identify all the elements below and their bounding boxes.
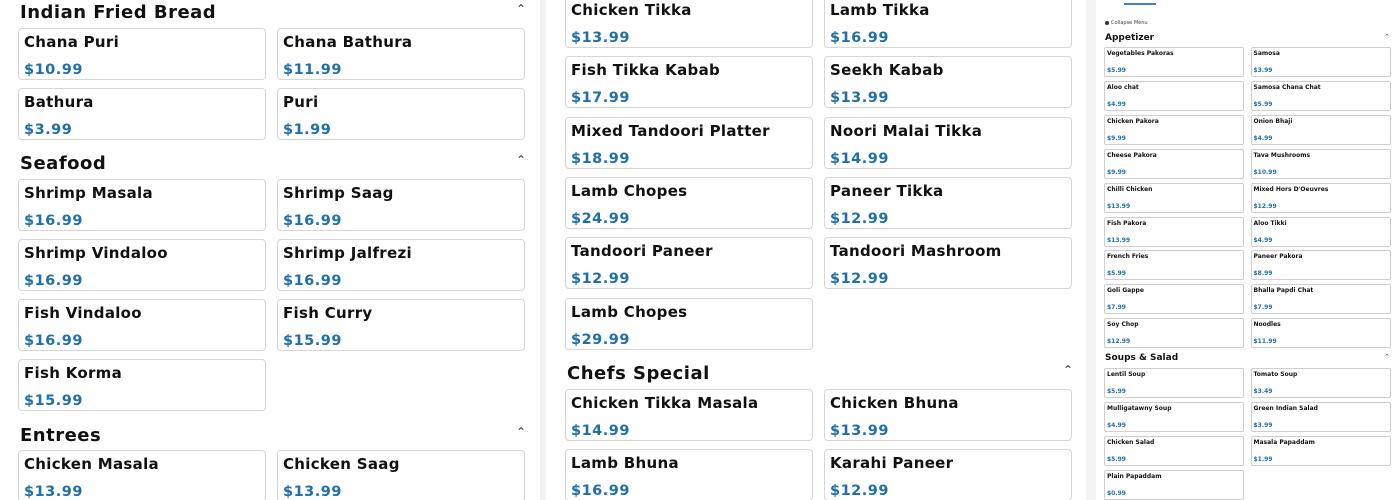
menu-item-card-seekh-kabab[interactable] (824, 56, 1072, 108)
chevron-up-icon[interactable]: ⌃ (516, 2, 527, 16)
active-tab-indicator (1124, 3, 1156, 5)
menu-item-card-chicken-tikka-masala[interactable] (565, 389, 813, 441)
menu-item-card-chana-bathura[interactable] (277, 28, 525, 80)
menu-item-name: Onion Bhaji (1253, 117, 1293, 125)
menu-item-card-noori-malai-tikka[interactable] (824, 117, 1072, 169)
menu-item-name: Chicken Pakora (1107, 117, 1159, 125)
chevron-up-icon[interactable]: ⌃ (516, 425, 527, 439)
menu-item-price: $13.99 (24, 484, 83, 500)
menu-item-name: Plain Papaddam (1107, 473, 1162, 480)
section-title-seafood: Seafood (20, 153, 107, 174)
menu-item-card-plain-papaddam[interactable] (1104, 470, 1244, 500)
menu-item-card-chicken-salad[interactable] (1104, 436, 1244, 466)
menu-item-name: Chana Bathura (283, 33, 413, 51)
menu-item-card-puri[interactable] (277, 88, 525, 140)
menu-item-card-aloo-tikki[interactable] (1251, 217, 1391, 247)
menu-item-price: $16.99 (283, 273, 342, 289)
menu-item-price: $16.99 (830, 30, 889, 46)
menu-item-price: $13.99 (1107, 202, 1131, 210)
menu-item-card-chana-puri[interactable] (18, 28, 266, 80)
menu-item-price: $12.99 (830, 271, 889, 288)
menu-item-price: $5.99 (1107, 67, 1126, 74)
menu-item-price: $9.99 (1107, 168, 1126, 176)
menu-item-price: $13.99 (830, 90, 889, 107)
menu-item-name: Fish Pakora (1107, 219, 1147, 227)
menu-item-price: $5.99 (1253, 100, 1273, 108)
menu-item-price: $9.99 (1107, 134, 1126, 142)
menu-item-name: Shrimp Saag (283, 184, 394, 202)
menu-item-card-samosa-chana-chat[interactable] (1251, 81, 1391, 111)
menu-item-name: Chicken Bhuna (830, 394, 959, 412)
menu-item-card-bathura[interactable] (18, 88, 266, 140)
menu-item-name: Chicken Masala (24, 455, 159, 473)
menu-item-card-aloo-chat[interactable] (1104, 81, 1244, 111)
menu-item-price: $16.99 (24, 273, 83, 289)
menu-item-card-lentil-soup[interactable] (1104, 368, 1244, 398)
menu-item-name: Tandoori Paneer (571, 242, 713, 261)
menu-item-name: Bathura (24, 93, 94, 111)
menu-item-price: $4.99 (1107, 422, 1126, 429)
section-title-chefs-special: Chefs Special (567, 363, 710, 384)
menu-item-card-tandoori-paneer[interactable] (565, 237, 813, 289)
menu-item-name: Samosa Chana Chat (1253, 83, 1321, 91)
menu-item-name: Chicken Saag (283, 455, 400, 473)
menu-item-price: $10.99 (24, 62, 83, 78)
menu-item-price: $16.99 (571, 483, 630, 499)
menu-item-card-noodles[interactable] (1251, 318, 1391, 348)
menu-item-card-lamb-bhuna[interactable] (565, 449, 813, 500)
menu-item-name: Chana Puri (24, 33, 120, 51)
section-title-indian-fried-bread: Indian Fried Bread (20, 2, 217, 23)
menu-panel-left (0, 0, 540, 500)
menu-item-name: Tava Mushrooms (1253, 151, 1311, 159)
panel-divider (1086, 0, 1096, 500)
menu-item-name: Samosa (1253, 50, 1280, 57)
menu-item-price: $15.99 (24, 393, 83, 409)
menu-item-price: $29.99 (571, 331, 630, 348)
section-title-entrees: Entrees (20, 425, 102, 446)
menu-item-name: Fish Korma (24, 364, 123, 382)
menu-item-name: Cheese Pakora (1107, 151, 1157, 159)
menu-item-name: Mixed Hors D'Oeuvres (1253, 185, 1329, 193)
menu-item-price: $14.99 (830, 150, 889, 167)
menu-item-name: Lamb Chopes (571, 181, 688, 200)
menu-item-name: Bhalla Papdi Chat (1253, 287, 1314, 295)
menu-item-card-shrimp-saag[interactable] (277, 179, 525, 231)
menu-item-price: $12.99 (1107, 338, 1131, 346)
menu-item-name: Fish Curry (283, 304, 373, 322)
menu-item-name: Lamb Chopes (571, 302, 688, 321)
menu-item-price: $24.99 (571, 210, 630, 227)
section-title-appetizer: Appetizer (1105, 33, 1155, 43)
menu-item-price: $14.99 (571, 423, 630, 439)
menu-item-name: Tandoori Mashroom (830, 242, 1002, 261)
menu-item-name: Aloo chat (1107, 83, 1139, 91)
menu-item-price: $17.99 (571, 90, 630, 107)
menu-item-price: $11.99 (1253, 338, 1277, 346)
menu-item-price: $12.99 (830, 210, 889, 227)
menu-item-card-cheese-pakora[interactable] (1104, 149, 1244, 179)
menu-item-price: $1.99 (1253, 456, 1273, 463)
menu-item-card-onion-bhaji[interactable] (1251, 115, 1391, 145)
menu-item-card-soy-chop[interactable] (1104, 318, 1244, 348)
menu-item-name: Lentil Soup (1107, 371, 1146, 378)
menu-item-card-paneer-pakora[interactable] (1251, 250, 1391, 280)
menu-item-card-mulligatawny-soup[interactable] (1104, 402, 1244, 432)
menu-item-price: $4.99 (1253, 134, 1273, 142)
menu-item-price: $12.99 (571, 271, 630, 288)
menu-panel-right (1096, 0, 1400, 500)
menu-item-card-samosa[interactable] (1251, 47, 1391, 77)
menu-item-name: Noodles (1253, 321, 1281, 329)
menu-item-name: Green Indian Salad (1253, 405, 1318, 412)
menu-item-price: $11.99 (283, 62, 342, 78)
menu-item-card-fish-tikka-kabab[interactable] (565, 56, 813, 108)
menu-item-name: Vegetables Pakoras (1107, 50, 1174, 57)
menu-item-name: Noori Malai Tikka (830, 121, 983, 140)
collapse-menu-toggle[interactable] (1105, 20, 1148, 26)
menu-item-price: $4.99 (1107, 100, 1126, 108)
menu-item-card-lamb-chopes[interactable] (565, 177, 813, 229)
menu-item-card-bhalla-papdi-chat[interactable] (1251, 284, 1391, 314)
menu-item-price: $3.99 (1253, 422, 1273, 429)
menu-item-card-chicken-bhuna[interactable] (824, 389, 1072, 441)
menu-item-name: Mixed Tandoori Platter (571, 121, 770, 140)
menu-item-card-green-indian-salad[interactable] (1251, 402, 1391, 432)
menu-item-card-lamb-tikka[interactable] (824, 0, 1072, 48)
chevron-up-icon[interactable]: ⌃ (1384, 353, 1390, 361)
menu-item-card-paneer-tikka[interactable] (824, 177, 1072, 229)
collapse-menu-label: Collapse Menu (1111, 20, 1148, 26)
menu-item-name: Seekh Kabab (830, 61, 944, 80)
menu-item-name: Aloo Tikki (1253, 219, 1287, 227)
menu-item-card-fish-vindaloo[interactable] (18, 299, 266, 351)
menu-item-name: Chicken Tikka Masala (571, 394, 759, 412)
section-title-soups-salad: Soups & Salad (1105, 353, 1179, 363)
menu-item-name: Shrimp Vindaloo (24, 244, 168, 262)
menu-item-price: $8.99 (1253, 270, 1273, 278)
menu-item-card-tava-mushrooms[interactable] (1251, 149, 1391, 179)
menu-item-card-lamb-chopes[interactable] (565, 298, 813, 350)
menu-item-price: $1.99 (283, 122, 332, 138)
menu-item-card-fish-korma[interactable] (18, 359, 266, 411)
menu-item-price: $13.99 (283, 484, 342, 500)
menu-item-price: $16.99 (24, 333, 83, 349)
menu-item-name: Goli Gappe (1107, 287, 1144, 295)
menu-item-name: Karahi Paneer (830, 454, 954, 472)
menu-item-name: Fish Tikka Kabab (571, 61, 721, 80)
menu-item-price: $16.99 (24, 213, 83, 229)
menu-item-name: Chicken Tikka (571, 1, 692, 19)
chevron-up-icon[interactable]: ⌃ (1063, 363, 1074, 377)
menu-item-name: Shrimp Masala (24, 184, 153, 202)
menu-item-price: $3.99 (1253, 67, 1273, 74)
menu-item-card-karahi-paneer[interactable] (824, 449, 1072, 500)
menu-item-name: Masala Papaddam (1253, 439, 1315, 446)
menu-item-price: $5.99 (1107, 388, 1126, 395)
menu-item-card-chilli-chicken[interactable] (1104, 183, 1244, 213)
menu-item-card-tomato-soup[interactable] (1251, 368, 1391, 398)
menu-item-card-shrimp-vindaloo[interactable] (18, 239, 266, 291)
menu-item-name: Fish Vindaloo (24, 304, 142, 322)
chevron-up-icon[interactable]: ⌃ (1384, 33, 1390, 41)
menu-item-card-fish-pakora[interactable] (1104, 217, 1244, 247)
menu-item-price: $12.99 (830, 483, 889, 499)
menu-item-card-fish-curry[interactable] (277, 299, 525, 351)
menu-item-price: $13.99 (830, 423, 889, 439)
menu-item-card-chicken-pakora[interactable] (1104, 115, 1244, 145)
menu-item-price: $15.99 (283, 333, 342, 349)
menu-item-card-chicken-tikka[interactable] (565, 0, 813, 48)
menu-item-price: $16.99 (283, 213, 342, 229)
menu-item-card-shrimp-jalfrezi[interactable] (277, 239, 525, 291)
menu-item-name: Paneer Tikka (830, 181, 944, 200)
menu-item-name: Puri (283, 93, 319, 111)
menu-item-card-chicken-masala[interactable] (18, 450, 266, 500)
menu-item-name: Chicken Salad (1107, 439, 1155, 446)
menu-item-name: Paneer Pakora (1253, 253, 1303, 261)
menu-item-price: $7.99 (1107, 304, 1126, 312)
menu-item-card-mixed-hors-d-oeuvres[interactable] (1251, 183, 1391, 213)
menu-item-card-vegetables-pakoras[interactable] (1104, 47, 1244, 77)
menu-panel-middle (546, 0, 1086, 500)
menu-item-card-shrimp-masala[interactable] (18, 179, 266, 231)
menu-item-price: $3.99 (24, 122, 73, 138)
menu-item-price: $4.99 (1253, 236, 1273, 244)
menu-item-card-tandoori-mashroom[interactable] (824, 237, 1072, 289)
menu-item-card-chicken-saag[interactable] (277, 450, 525, 500)
chevron-up-icon[interactable]: ⌃ (516, 153, 527, 167)
menu-item-name: Lamb Bhuna (571, 454, 679, 472)
menu-item-name: Shrimp Jalfrezi (283, 244, 412, 262)
menu-item-card-goli-gappe[interactable] (1104, 284, 1244, 314)
menu-item-name: Chilli Chicken (1107, 185, 1153, 193)
menu-item-card-masala-papaddam[interactable] (1251, 436, 1391, 466)
menu-item-name: French Fries (1107, 253, 1149, 261)
menu-item-name: Soy Chop (1107, 321, 1139, 329)
menu-item-card-mixed-tandoori-platter[interactable] (565, 117, 813, 169)
menu-item-price: $12.99 (1253, 202, 1277, 210)
menu-item-name: Mulligatawny Soup (1107, 405, 1172, 412)
menu-item-price: $7.99 (1253, 304, 1273, 312)
menu-item-price: $3.49 (1253, 388, 1273, 395)
menu-item-price: $0.99 (1107, 490, 1126, 497)
menu-item-price: $18.99 (571, 150, 630, 167)
menu-item-card-french-fries[interactable] (1104, 250, 1244, 280)
menu-item-name: Tomato Soup (1253, 371, 1298, 378)
menu-item-price: $13.99 (571, 30, 630, 46)
menu-item-price: $5.99 (1107, 456, 1126, 463)
menu-item-price: $5.99 (1107, 270, 1126, 278)
menu-item-price: $13.99 (1107, 236, 1131, 244)
menu-item-price: $10.99 (1253, 168, 1277, 176)
dot-icon (1105, 21, 1109, 25)
menu-item-name: Lamb Tikka (830, 1, 930, 19)
